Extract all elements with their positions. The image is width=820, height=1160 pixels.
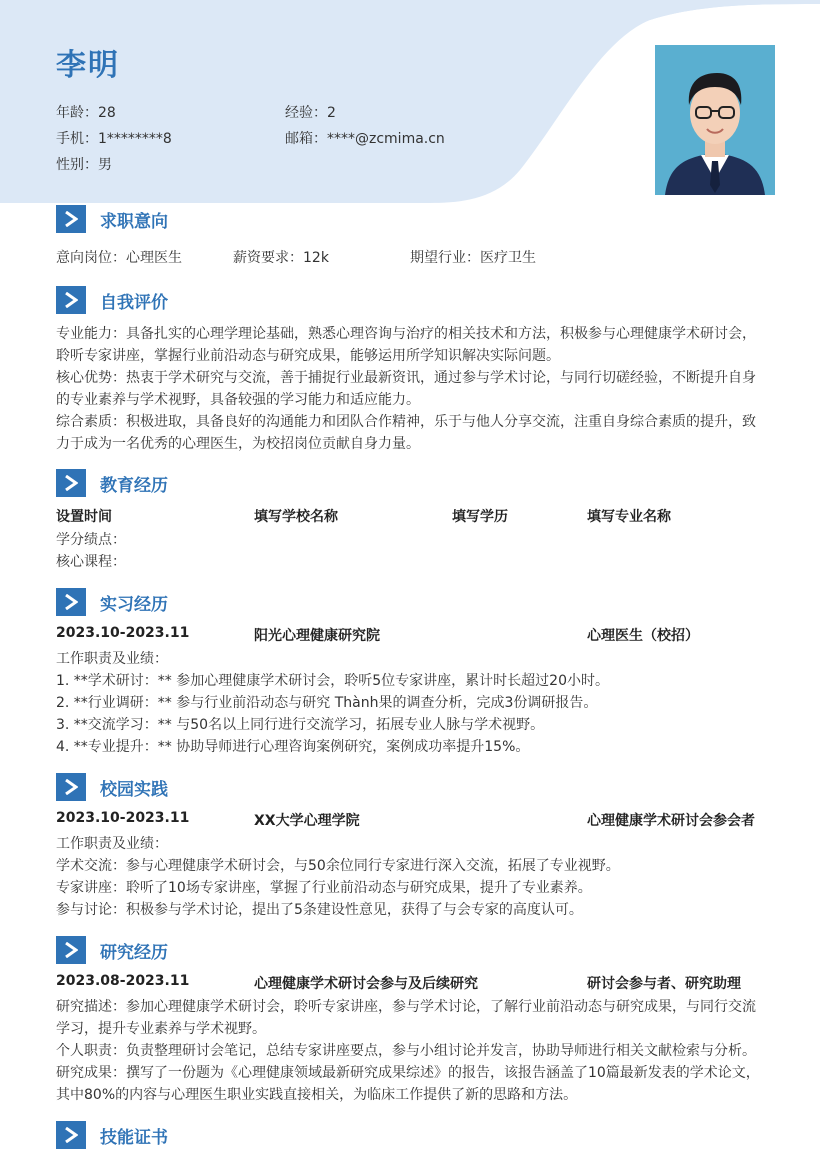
section-internship <box>56 588 764 616</box>
self-eval-line: 的专业素养与学术视野，具备较强的学习能力和适应能力。 <box>56 392 420 408</box>
section-self-evaluation <box>56 286 764 314</box>
education-degree: 填写学历 <box>452 509 508 525</box>
research-time: 2023.08-2023.11 <box>56 973 190 989</box>
internship-org: 阳光心理健康研究院 <box>254 628 380 644</box>
age: 年龄：28 <box>56 105 116 121</box>
section-title: 校园实践 <box>100 780 168 800</box>
research-role: 研讨会参与者、研究助理 <box>587 976 741 992</box>
experience: 经验：2 <box>285 105 336 121</box>
campus-item: 专家讲座：聆听了10场专家讲座，掌握了行业前沿动态与研究成果，提升了专业素养。 <box>56 880 592 896</box>
intent-industry: 期望行业：医疗卫生 <box>410 250 536 266</box>
internship-item: 2. **行业调研：** 参与行业前沿动态与研究 Thành果的调查分析，完成3份调研报告。 <box>56 695 598 711</box>
self-eval-line: 核心优势：热衷于学术研究与交流，善于捕捉行业最新资讯，通过参与学术讨论，与同行切磋经验，不断提升自身 <box>56 370 756 386</box>
section-intent <box>56 205 764 233</box>
email: 邮箱：****@zcmima.cn <box>285 131 445 147</box>
internship-role: 心理医生（校招） <box>587 628 699 644</box>
campus-org: XX大学心理学院 <box>254 813 360 829</box>
internship-item: 4. **专业提升：** 协助导师进行心理咨询案例研究，案例成功率提升15%。 <box>56 739 530 755</box>
research-desc: 研究描述：参加心理健康学术研讨会，聆听专家讲座，参与学术讨论，了解行业前沿动态与研究成果，与同行交流 <box>56 999 756 1015</box>
education-row <box>56 506 768 528</box>
research-desc: 学习，提升专业素养与学术视野。 <box>56 1021 266 1037</box>
section-research <box>56 936 764 964</box>
section-skills <box>56 1121 764 1149</box>
section-title: 研究经历 <box>100 943 168 963</box>
research-duty: 个人职责：负责整理研讨会笔记，总结专家讲座要点，参与小组讨论并发言，协助导师进行相关文献检索与分析。 <box>56 1043 756 1059</box>
chevron-right-icon <box>56 936 86 964</box>
candidate-name: 李明 <box>56 48 120 83</box>
intent-position: 意向岗位：心理医生 <box>56 250 182 266</box>
internship-item: 3. **交流学习：** 与50名以上同行进行交流学习，拓展专业人脉与学术视野。 <box>56 717 545 733</box>
education-courses: 核心课程： <box>56 554 126 570</box>
research-result: 研究成果：撰写了一份题为《心理健康领域最新研究成果综述》的报告，该报告涵盖了10篇最新发表的学术论文， <box>56 1065 760 1081</box>
intent-row <box>56 247 768 269</box>
section-title: 技能证书 <box>100 1128 168 1148</box>
chevron-right-icon <box>56 205 86 233</box>
section-title: 自我评价 <box>100 293 168 313</box>
research-org: 心理健康学术研讨会参与及后续研究 <box>254 976 478 992</box>
self-eval-line: 专业能力：具备扎实的心理学理论基础，熟悉心理咨询与治疗的相关技术和方法，积极参与心理健康学术研讨会， <box>56 326 756 342</box>
research-row <box>56 973 768 995</box>
section-education <box>56 469 764 497</box>
chevron-right-icon <box>56 773 86 801</box>
campus-item: 参与讨论：积极参与学术讨论，提出了5条建设性意见，获得了与会专家的高度认可。 <box>56 902 583 918</box>
chevron-right-icon <box>56 1121 86 1149</box>
profile-photo <box>655 45 775 195</box>
internship-item: 1. **学术研讨：** 参加心理健康学术研讨会，聆听5位专家讲座，累计时长超过20小时。 <box>56 673 609 689</box>
intent-salary: 薪资要求：12k <box>233 250 329 266</box>
internship-row <box>56 625 768 647</box>
internship-time: 2023.10-2023.11 <box>56 625 190 641</box>
campus-time: 2023.10-2023.11 <box>56 810 190 826</box>
chevron-right-icon <box>56 469 86 497</box>
self-eval-line: 聆听专家讲座，掌握行业前沿动态与研究成果，能够运用所学知识解决实际问题。 <box>56 348 560 364</box>
internship-label: 工作职责及业绩： <box>56 651 168 667</box>
self-eval-line: 力于成为一名优秀的心理医生，为校招岗位贡献自身力量。 <box>56 436 420 452</box>
self-eval-line: 综合素质：积极进取，具备良好的沟通能力和团队合作精神，乐于与他人分享交流，注重自身综合素质的提升，致 <box>56 414 756 430</box>
section-campus <box>56 773 764 801</box>
campus-role: 心理健康学术研讨会参会者 <box>587 813 755 829</box>
chevron-right-icon <box>56 588 86 616</box>
phone: 手机：1********8 <box>56 131 172 147</box>
section-title: 实习经历 <box>100 595 168 615</box>
campus-label: 工作职责及业绩： <box>56 836 168 852</box>
chevron-right-icon <box>56 286 86 314</box>
research-result: 其中80%的内容与心理医生职业实践直接相关，为临床工作提供了新的思路和方法。 <box>56 1087 578 1103</box>
education-major: 填写专业名称 <box>587 509 671 525</box>
section-title: 求职意向 <box>100 212 168 232</box>
education-school: 填写学校名称 <box>254 509 338 525</box>
gender: 性别：男 <box>56 157 112 173</box>
education-gpa: 学分绩点： <box>56 532 126 548</box>
section-title: 教育经历 <box>100 476 168 496</box>
campus-item: 学术交流：参与心理健康学术研讨会，与50余位同行专家进行深入交流，拓展了专业视野。 <box>56 858 620 874</box>
campus-row <box>56 810 768 832</box>
education-time: 设置时间 <box>56 509 112 525</box>
